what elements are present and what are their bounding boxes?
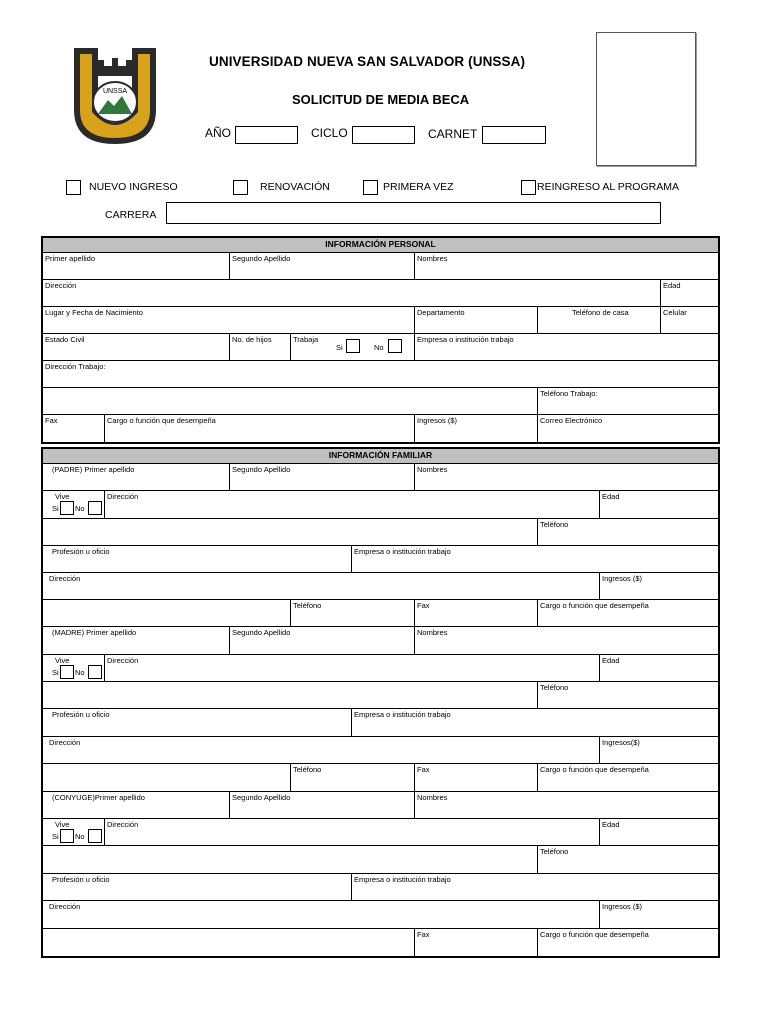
primer-apellido-cell[interactable] (43, 253, 229, 279)
university-name: UNIVERSIDAD NUEVA SAN SALVADOR (UNSSA) (209, 54, 526, 69)
carrera-field[interactable] (166, 202, 661, 224)
fax-cell[interactable] (43, 415, 104, 442)
madre-no-label: No (75, 668, 85, 677)
padre-telefono2-cell[interactable] (290, 600, 414, 626)
conyuge-fax-cell[interactable] (414, 929, 537, 956)
conyuge-profesion-label: Profesión u oficio (52, 875, 110, 884)
conyuge-nombres-cell[interactable] (414, 792, 718, 818)
anio-field[interactable] (235, 126, 298, 144)
madre-direccion2-label: Dirección (49, 738, 81, 747)
direccion-trabajo-label: Dirección Trabajo: (45, 362, 106, 371)
padre-cargo-label: Cargo o función que desempeña (540, 601, 649, 610)
padre-si-label: Si (52, 504, 59, 513)
madre-vive-cell (43, 655, 104, 681)
padre-profesion-label: Profesión u oficio (52, 547, 110, 556)
conyuge-vive-label: Vive (55, 820, 70, 829)
madre-nombres-label: Nombres (417, 628, 448, 637)
madre-cargo-label: Cargo o función que desempeña (540, 765, 649, 774)
conyuge-ingresos-label: Ingresos ($) (602, 902, 643, 911)
conyuge-direccion-label: Dirección (107, 820, 139, 829)
trabaja-no-checkbox[interactable] (388, 339, 402, 353)
padre-edad-label: Edad (602, 492, 620, 501)
logo-text: UNSSA (102, 88, 128, 95)
empresa-cell[interactable] (414, 334, 718, 360)
departamento-label: Departamento (417, 308, 465, 317)
conyuge-segundo-apellido-cell[interactable] (229, 792, 414, 818)
madre-apellido-cell[interactable] (43, 627, 229, 654)
conyuge-edad-label: Edad (602, 820, 620, 829)
trabaja-cell (290, 334, 414, 360)
madre-edad-label: Edad (602, 656, 620, 665)
cargo-label: Cargo o función que desempeña (107, 416, 216, 425)
celular-cell[interactable] (660, 307, 718, 333)
estado-civil-label: Estado Civil (45, 335, 85, 344)
family-info-header: INFORMACIÓN FAMILIAR (43, 449, 718, 464)
madre-si-checkbox[interactable] (60, 665, 74, 679)
departamento-cell[interactable] (414, 307, 537, 333)
conyuge-direccion-cont-cell[interactable] (43, 846, 537, 873)
padre-telefono-cell[interactable] (537, 519, 718, 545)
university-logo (70, 44, 160, 146)
padre-no-checkbox[interactable] (88, 501, 102, 515)
madre-telefono-cell[interactable] (537, 682, 718, 708)
conyuge-telefono-cell[interactable] (537, 846, 718, 873)
conyuge-apellido-label: (CONYUGE)Primer apellido (52, 793, 145, 802)
reingreso-checkbox[interactable] (521, 180, 536, 195)
tel-casa-label: Teléfono de casa (572, 308, 629, 317)
madre-empresa-label: Empresa o institución trabajo (354, 710, 451, 719)
direccion-label: Dirección (45, 281, 77, 290)
conyuge-ingresos-cell[interactable] (599, 901, 718, 928)
padre-apellido-cell[interactable] (43, 464, 229, 490)
tel-casa-cell[interactable] (537, 307, 660, 333)
conyuge-nombres-label: Nombres (417, 793, 448, 802)
madre-segundo-apellido-cell[interactable] (229, 627, 414, 654)
padre-apellido-label: (PADRE) Primer apellido (52, 465, 135, 474)
conyuge-vive-cell (43, 819, 104, 845)
padre-direccion-label: Dirección (107, 492, 139, 501)
nombres-label: Nombres (417, 254, 448, 263)
madre-direccion-cont-cell[interactable] (43, 682, 537, 708)
padre-fax-label: Fax (417, 601, 430, 610)
personal-info-table (41, 236, 720, 444)
madre-empresa-cell[interactable] (351, 709, 718, 736)
madre-segundo-apellido-label: Segundo Apellido (232, 628, 291, 637)
correo-cell[interactable] (537, 415, 718, 442)
conyuge-no-checkbox[interactable] (88, 829, 102, 843)
ingresos-cell[interactable] (414, 415, 537, 442)
cargo-cell[interactable] (104, 415, 414, 442)
madre-direccion2-cell[interactable] (43, 737, 599, 763)
primer-apellido-label: Primer apellido (45, 254, 96, 263)
conyuge-direccion-cell[interactable] (104, 819, 599, 845)
madre-profesion-label: Profesión u oficio (52, 710, 110, 719)
lugar-fecha-cell[interactable] (43, 307, 414, 333)
trabaja-no-label: No (374, 343, 384, 352)
madre-nombres-cell[interactable] (414, 627, 718, 654)
padre-nombres-cell[interactable] (414, 464, 718, 490)
madre-edad-cell[interactable] (599, 655, 718, 681)
padre-direccion-cell[interactable] (104, 491, 599, 518)
carnet-label: CARNET (428, 127, 478, 141)
conyuge-cargo-cell[interactable] (537, 929, 718, 956)
reingreso-label: REINGRESO AL PROGRAMA (537, 181, 679, 193)
padre-telefono-label: Teléfono (540, 520, 569, 529)
conyuge-si-label: Si (52, 832, 59, 841)
hijos-label: No. de hijos (232, 335, 272, 344)
conyuge-si-checkbox[interactable] (60, 829, 74, 843)
madre-telefono2-label: Teléfono (293, 765, 322, 774)
segundo-apellido-label: Segundo Apellido (232, 254, 291, 263)
padre-profesion-cell[interactable] (43, 546, 351, 572)
nuevo-ingreso-checkbox[interactable] (66, 180, 81, 195)
photo-box (596, 32, 696, 166)
conyuge-edad-cell[interactable] (599, 819, 718, 845)
padre-no-label: No (75, 504, 85, 513)
conyuge-direccion2-label: Dirección (49, 902, 81, 911)
trabaja-label: Trabaja (293, 335, 319, 344)
madre-fax-label: Fax (417, 765, 430, 774)
primera-vez-checkbox[interactable] (363, 180, 378, 195)
padre-fax-cell[interactable] (414, 600, 537, 626)
celular-label: Celular (663, 308, 687, 317)
madre-cargo-cell[interactable] (537, 764, 718, 791)
padre-segundo-apellido-cell[interactable] (229, 464, 414, 490)
padre-vive-cell (43, 491, 104, 518)
conyuge-direccion2-cont-cell[interactable] (43, 929, 414, 956)
madre-fax-cell[interactable] (414, 764, 537, 791)
carrera-label: CARRERA (105, 209, 157, 221)
edad-label: Edad (663, 281, 681, 290)
padre-empresa-label: Empresa o institución trabajo (354, 547, 451, 556)
direccion-trabajo-cell[interactable] (43, 361, 718, 387)
padre-direccion-cont-cell[interactable] (43, 519, 537, 545)
estado-civil-cell[interactable] (43, 334, 229, 360)
trabaja-si-label: Si (336, 343, 343, 352)
madre-vive-label: Vive (55, 656, 70, 665)
direccion-trabajo-cont-cell[interactable] (43, 388, 537, 414)
anio-label: AÑO (205, 126, 232, 140)
madre-no-checkbox[interactable] (88, 665, 102, 679)
padre-vive-label: Vive (55, 492, 70, 501)
madre-profesion-cell[interactable] (43, 709, 351, 736)
primera-vez-label: PRIMERA VEZ (383, 181, 454, 193)
padre-direccion2-cell[interactable] (43, 573, 599, 599)
madre-direccion2-cont-cell[interactable] (43, 764, 290, 791)
madre-ingresos-label: Ingresos($) (602, 738, 640, 747)
conyuge-telefono-label: Teléfono (540, 847, 569, 856)
ciclo-label: CICLO (311, 126, 348, 140)
padre-nombres-label: Nombres (417, 465, 448, 474)
empresa-label: Empresa o institución trabajo (417, 335, 514, 344)
carnet-field[interactable] (482, 126, 546, 144)
conyuge-apellido-cell[interactable] (43, 792, 229, 818)
padre-telefono2-label: Teléfono (293, 601, 322, 610)
ingresos-label: Ingresos ($) (417, 416, 458, 425)
conyuge-direccion2-cell[interactable] (43, 901, 599, 928)
madre-si-label: Si (52, 668, 59, 677)
conyuge-profesion-cell[interactable] (43, 874, 351, 900)
lugar-fecha-label: Lugar y Fecha de Nacimiento (45, 308, 143, 317)
madre-telefono2-cell[interactable] (290, 764, 414, 791)
nuevo-ingreso-label: NUEVO INGRESO (89, 181, 178, 193)
madre-telefono-label: Teléfono (540, 683, 569, 692)
padre-direccion2-cont-cell[interactable] (43, 600, 290, 626)
hijos-cell[interactable] (229, 334, 290, 360)
padre-si-checkbox[interactable] (60, 501, 74, 515)
renovacion-checkbox[interactable] (233, 180, 248, 195)
family-info-table (41, 447, 720, 958)
conyuge-fax-label: Fax (417, 930, 430, 939)
padre-ingresos-cell[interactable] (599, 573, 718, 599)
tel-trabajo-label: Teléfono Trabajo: (540, 389, 598, 398)
padre-ingresos-label: Ingresos ($) (602, 574, 643, 583)
tel-trabajo-cell[interactable] (537, 388, 718, 414)
correo-label: Correo Electrónico (540, 416, 603, 425)
padre-empresa-cell[interactable] (351, 546, 718, 572)
nombres-cell[interactable] (414, 253, 718, 279)
padre-edad-cell[interactable] (599, 491, 718, 518)
conyuge-empresa-label: Empresa o institución trabajo (354, 875, 451, 884)
madre-direccion-cell[interactable] (104, 655, 599, 681)
ciclo-field[interactable] (352, 126, 415, 144)
conyuge-empresa-cell[interactable] (351, 874, 718, 900)
fax-label: Fax (45, 416, 58, 425)
form-title: SOLICITUD DE MEDIA BECA (292, 92, 470, 107)
edad-cell[interactable] (660, 280, 718, 306)
madre-apellido-label: (MADRE) Primer apellido (52, 628, 137, 637)
conyuge-segundo-apellido-label: Segundo Apellido (232, 793, 291, 802)
direccion-cell[interactable] (43, 280, 660, 306)
padre-direccion2-label: Dirección (49, 574, 81, 583)
padre-cargo-cell[interactable] (537, 600, 718, 626)
personal-info-header: INFORMACIÓN PERSONAL (43, 238, 718, 253)
madre-ingresos-cell[interactable] (599, 737, 718, 763)
padre-segundo-apellido-label: Segundo Apellido (232, 465, 291, 474)
conyuge-cargo-label: Cargo o función que desempeña (540, 930, 649, 939)
segundo-apellido-cell[interactable] (229, 253, 414, 279)
conyuge-no-label: No (75, 832, 85, 841)
trabaja-si-checkbox[interactable] (346, 339, 360, 353)
madre-direccion-label: Dirección (107, 656, 139, 665)
renovacion-label: RENOVACIÓN (260, 181, 330, 193)
